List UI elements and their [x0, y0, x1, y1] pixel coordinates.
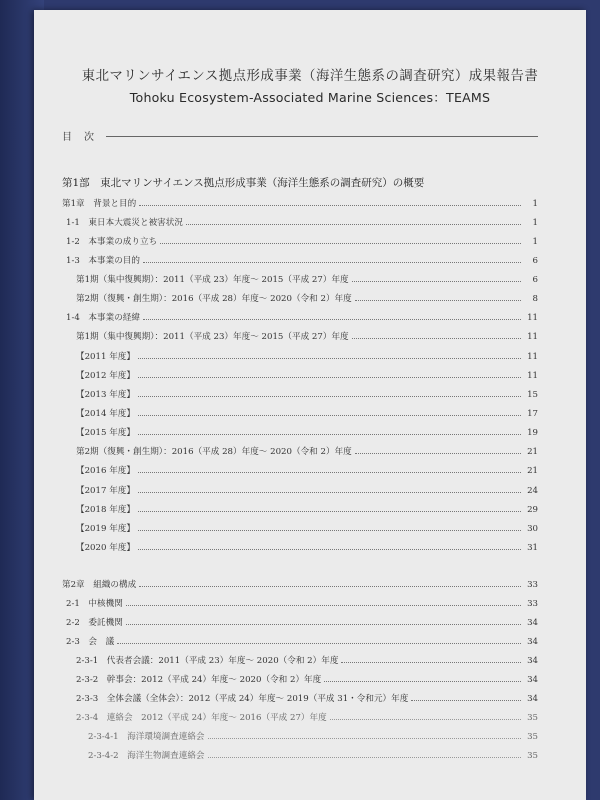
- toc-entry: [76, 501, 538, 515]
- toc-entry-page: 35: [527, 732, 538, 742]
- toc-entry: [66, 252, 538, 266]
- toc-entry-title: 第2期（復興・創生期）：2016（平成 28）年度～ 2020（令和 2）年度: [76, 294, 352, 304]
- toc-entry-page: 11: [527, 332, 538, 342]
- toc-entry-leader: [126, 624, 521, 625]
- toc-entry-page: 17: [527, 409, 538, 419]
- toc-entry-page: 21: [527, 466, 538, 476]
- toc-entry: [76, 367, 538, 381]
- toc-entry-leader: [143, 319, 521, 320]
- toc-entry-title: 【2016 年度】: [76, 466, 135, 476]
- toc-entry-leader: [143, 262, 521, 263]
- toc-entry-page: 6: [532, 275, 538, 285]
- toc-entry-page: 11: [527, 352, 538, 362]
- toc-entry: [76, 690, 538, 704]
- toc-entry-title: 第2期（復興・創生期）：2016（平成 28）年度～ 2020（令和 2）年度: [76, 447, 352, 457]
- toc-entry-page: 34: [527, 694, 538, 704]
- toc-entry-title: 【2017 年度】: [76, 486, 135, 496]
- toc-entry-title: 【2013 年度】: [76, 390, 135, 400]
- toc-entry-leader: [355, 300, 521, 301]
- toc-entry: [76, 424, 538, 438]
- toc-entry-title: 2-3 会 議: [66, 637, 115, 647]
- toc-entry-leader: [352, 281, 521, 282]
- toc-entry: [66, 633, 538, 647]
- toc-entry-page: 1: [532, 237, 538, 247]
- toc-entry-title: 1-4 本事業の経緯: [66, 313, 140, 323]
- toc-entry: [76, 271, 538, 285]
- toc-entry-title: 【2020 年度】: [76, 543, 135, 553]
- toc-entry-title: 1-3 本事業の目的: [66, 256, 140, 266]
- toc-heading: [62, 128, 538, 144]
- toc-entry-title: 2-3-4-2 海洋生物調査連絡会: [88, 751, 205, 761]
- toc-entry-leader: [160, 243, 521, 244]
- toc-entry-title: 【2011 年度】: [76, 352, 135, 362]
- toc-entry-title: 2-3-4-1 海洋環境調査連絡会: [88, 732, 205, 742]
- toc-entry-page: 11: [527, 371, 538, 381]
- toc-entry-title: 1-1 東日本大震災と被害状況: [66, 218, 183, 228]
- toc-entry-leader: [138, 434, 521, 435]
- toc-entry-leader: [139, 205, 521, 206]
- toc-entry-leader: [138, 377, 521, 378]
- toc-entry-title: 【2019 年度】: [76, 524, 135, 534]
- toc-entry-title: 【2015 年度】: [76, 428, 135, 438]
- toc-entry-leader: [138, 492, 521, 493]
- toc-entry: [66, 309, 538, 323]
- toc-entry: [76, 348, 538, 362]
- toc-entry-page: 33: [527, 580, 538, 590]
- toc-entry-leader: [138, 549, 521, 550]
- toc-entry: [62, 576, 538, 590]
- toc-entry-title: 1-2 本事業の成り立ち: [66, 237, 158, 247]
- toc-entry-page: 1: [532, 218, 538, 228]
- toc-entry: [76, 328, 538, 342]
- report-title-english: Tohoku Ecosystem-Associated Marine Sciences：TEAMS: [129, 90, 491, 105]
- toc-entry: [76, 386, 538, 400]
- toc-entry-title: 第1章 背景と目的: [62, 199, 137, 209]
- toc-entry-page: 6: [532, 256, 538, 266]
- toc-entry-title: 第1期（集中復興期）：2011（平成 23）年度～ 2015（平成 27）年度: [76, 332, 349, 342]
- toc-entry-title: 2-3-3 全体会議（全体会）：2012（平成 24）年度～ 2019（平成 31・令和元）年度: [76, 694, 409, 704]
- toc-entry-leader: [138, 358, 521, 359]
- toc-entry-leader: [186, 224, 521, 225]
- toc-entry-page: 35: [527, 751, 538, 761]
- toc-entry: [66, 614, 538, 628]
- toc-entry-page: 34: [527, 618, 538, 628]
- toc-entry-page: 33: [527, 599, 538, 609]
- toc-entry-title: 【2018 年度】: [76, 505, 135, 515]
- toc-entry: [66, 595, 538, 609]
- toc-entry-title: 【2014 年度】: [76, 409, 135, 419]
- toc-entry: [76, 520, 538, 534]
- toc-entry-leader: [138, 511, 521, 512]
- toc-entry: [76, 709, 538, 723]
- toc-entry-page: 8: [532, 294, 538, 304]
- toc-entry-page: 19: [527, 428, 538, 438]
- toc-entry: [76, 671, 538, 685]
- toc-entry: [88, 728, 538, 742]
- toc-entry-leader: [138, 472, 521, 473]
- toc-entry-page: 35: [527, 713, 538, 723]
- toc-entry: [76, 482, 538, 496]
- toc-entry: [88, 747, 538, 761]
- toc-entry-title: 2-1 中核機関: [66, 599, 123, 609]
- toc-entry-leader: [330, 719, 521, 720]
- toc-entry-leader: [138, 530, 521, 531]
- toc-entry-title: 2-3-4 連絡会 2012（平成 24）年度～ 2016（平成 27）年度: [76, 713, 327, 723]
- toc-entry-title: 第1期（集中復興期）：2011（平成 23）年度～ 2015（平成 27）年度: [76, 275, 349, 285]
- toc-entry-page: 34: [527, 656, 538, 666]
- toc-entry-title: 2-3-2 幹事会：2012（平成 24）年度～ 2020（令和 2）年度: [76, 675, 322, 685]
- toc-entry-title: 【2012 年度】: [76, 371, 135, 381]
- toc-entry-title: 2-2 委託機関: [66, 618, 123, 628]
- toc-entry-page: 29: [527, 505, 538, 515]
- document-page: [34, 10, 586, 800]
- toc-entry-leader: [138, 415, 521, 416]
- toc-entry: [66, 233, 538, 247]
- toc-entry: [76, 652, 538, 666]
- toc-entry-leader: [139, 586, 521, 587]
- toc-entry-leader: [117, 643, 521, 644]
- toc-entry-leader: [355, 453, 521, 454]
- part-1-heading: 第1部 東北マリンサイエンス拠点形成事業（海洋生態系の調査研究）の概要: [62, 177, 425, 189]
- toc-entry-page: 15: [527, 390, 538, 400]
- toc-entry-page: 31: [527, 543, 538, 553]
- toc-entry: [76, 290, 538, 304]
- toc-entry-leader: [352, 338, 521, 339]
- toc-entry: [62, 195, 538, 209]
- toc-entry-page: 1: [532, 199, 538, 209]
- toc-entry: [76, 539, 538, 553]
- toc-entry: [76, 405, 538, 419]
- toc-entry-leader: [411, 700, 521, 701]
- toc-heading-label: 目次: [62, 132, 106, 143]
- toc-entry-title: 第2章 組織の構成: [62, 580, 137, 590]
- toc-entry-page: 34: [527, 675, 538, 685]
- toc-entry: [76, 462, 538, 476]
- toc-entry-page: 11: [527, 313, 538, 323]
- toc-entry-page: 30: [527, 524, 538, 534]
- toc-entry-leader: [208, 738, 521, 739]
- toc-entry-leader: [126, 605, 521, 606]
- toc-entry-page: 21: [527, 447, 538, 457]
- toc-entry: [76, 443, 538, 457]
- toc-entry-page: 24: [527, 486, 538, 496]
- toc-entry-leader: [324, 681, 521, 682]
- toc-entry: [66, 214, 538, 228]
- report-title-japanese: 東北マリンサイエンス拠点形成事業（海洋生態系の調査研究）成果報告書: [81, 69, 539, 84]
- toc-heading-rule: [106, 136, 538, 137]
- toc-entry-leader: [138, 396, 521, 397]
- toc-entry-leader: [208, 757, 521, 758]
- toc-entry-page: 34: [527, 637, 538, 647]
- toc-entry-leader: [341, 662, 521, 663]
- toc-entry-title: 2-3-1 代表者会議：2011（平成 23）年度～ 2020（令和 2）年度: [76, 656, 339, 666]
